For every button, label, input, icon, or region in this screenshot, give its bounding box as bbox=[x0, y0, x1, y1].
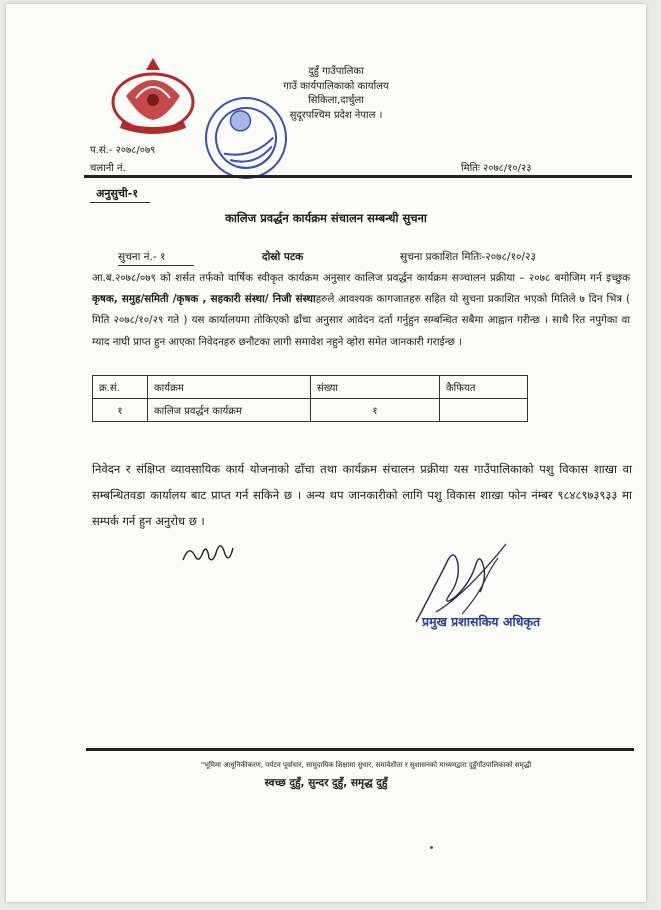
table-header-quantity: संख्या bbox=[311, 376, 440, 399]
office-place: सिकिला,दार्चुला bbox=[308, 95, 364, 106]
second-time-label: दोस्रो पटक bbox=[262, 251, 304, 263]
office-province: सुदूरपश्चिम प्रदेश नेपाल । bbox=[289, 109, 383, 121]
footer-note: "भूमिमा आधुनिकीकरण, पर्यटन पूर्वाधार, सामुदायिक शिक्षामा सुधार, समावेशीता र सुशासनको माध्यमद्वारा दुहुँगाँउपालिकाको समृद्धी bbox=[200, 761, 532, 769]
notice-number-underline bbox=[118, 265, 194, 266]
table-header-row bbox=[93, 376, 528, 399]
table-header-remarks: कैफियत bbox=[440, 376, 528, 399]
body-text-part1: आ.ब.२०७८/०७९ को शर्सत तर्फको वार्षिक स्वीकृत कार्यक्रम अनुसार कालिज प्रवर्द्धन कार्यक्रम सञ्चालन प्रक्रीया – २०७८ बमोजिम गर्न इच्छुक bbox=[92, 272, 630, 284]
notice-title: कालिज प्रवर्द्धन कार्यक्रम संचालन सम्बन्धी सुचना bbox=[225, 211, 427, 225]
municipality-name: दुहुँ गाउँपालिका bbox=[308, 66, 364, 77]
letter-number: प.सं.- २०७८/०७९ bbox=[90, 145, 156, 156]
table-cell-quantity: १ bbox=[311, 399, 440, 422]
program-table bbox=[92, 375, 528, 422]
schedule-label: अनुसुची-१ bbox=[96, 187, 139, 200]
published-date: सुचना प्रकाशित मितिः-२०७८/१०/२३ bbox=[400, 251, 536, 263]
additional-info-paragraph: निवेदन र संक्षिप्त व्यावसायिक कार्य योजनाको ढाँचा तथा कार्यक्रम संचालन प्रक्रीया यस गाउँपालिकाको पशु विकास शाखा वा सम्बन्धितवडा कार्यालय बाट प्राप्त गर्न सकिने छ । अन्य थप जानकारीको लागि पशु विकास शाखा फोन नंम्बर ९८४८९७३९३३ मा सम्पर्क गर्न हुन अनुरोध छ । bbox=[92, 462, 632, 528]
officer-title: प्रमुख प्रशासकिय अधिकृत bbox=[422, 614, 541, 629]
document-page bbox=[6, 4, 646, 902]
table-cell-program: कालिज प्रवर्द्धन कार्यक्रम bbox=[148, 399, 311, 422]
table-cell-serial: १ bbox=[93, 399, 148, 422]
table-cell-remarks bbox=[440, 399, 528, 422]
office-name: गाउँ कार्यपालिकाको कार्यालय bbox=[283, 80, 389, 92]
office-header bbox=[276, 65, 396, 123]
paper-speck bbox=[430, 846, 433, 849]
nepal-emblem-icon bbox=[106, 56, 201, 138]
header-divider bbox=[84, 175, 632, 178]
initials-signature bbox=[179, 534, 235, 574]
notice-body bbox=[92, 268, 630, 353]
notice-number: सुचना नं.- १ bbox=[118, 251, 166, 263]
body-eligible-applicants: कृषक, समुह/समिती /कृषक , सहकारी संस्था/ निजी संस्था bbox=[92, 293, 316, 306]
letter-date: मितिः २०७८/१०/२३ bbox=[461, 163, 532, 174]
table-header-program: कार्यक्रम bbox=[148, 376, 311, 399]
footer-slogan: स्वच्छ दुहुँ, सुन्दर दुहुँ, समृद्ध दुहुँ bbox=[264, 777, 388, 789]
table-header-serial: क्र.सं. bbox=[93, 376, 148, 399]
body-text-part2: हरुले आवश्यक कागजातहरु सहित यो सुचना प्रकाशित भएको मितिले ७ दिन भित्र ( मिति २०७८/१०/२९ गते ) यस कार्यालयमा तोकिएको ढाँचा अनुसार आवेदन दर्ता गर्नुहुन सम्बन्धित सबैमा आह्वान गरीन्छ । साथै रित नपुगेका वा म्याद नाघी प्राप्त हुन आएका निवेदनहरु छनौटका लागी समावेश नहुने व्होरा समेत जानकारी गराईन्छ । bbox=[92, 293, 630, 348]
footer-divider bbox=[86, 748, 634, 751]
dispatch-number: चलानी नं. bbox=[90, 163, 126, 174]
table-row bbox=[93, 399, 528, 422]
schedule-underline bbox=[90, 202, 150, 203]
